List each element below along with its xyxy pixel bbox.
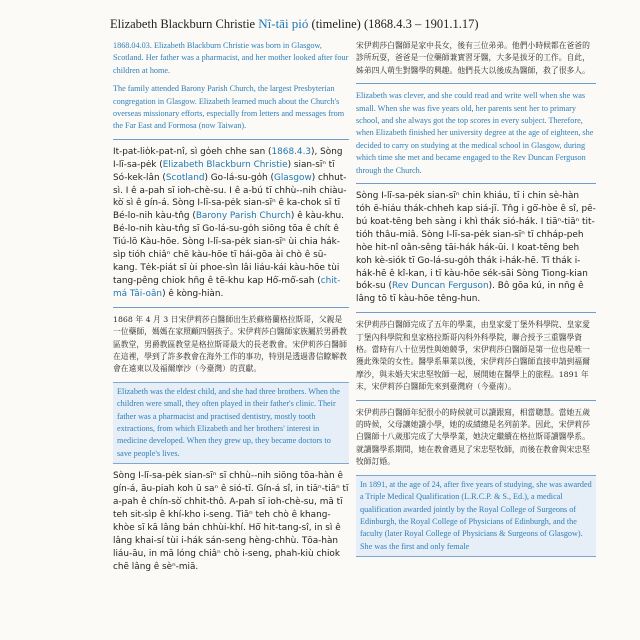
divider (356, 400, 596, 401)
header-name: Elizabeth Blackburn Christie (110, 17, 256, 31)
poj-text: It-pat-lio̍k-pat-nî, sì go̍eh chhe san ( (113, 146, 272, 157)
header-poj-title: Nî-tāi pió (258, 16, 309, 31)
glasgow-link[interactable]: Glasgow (273, 172, 312, 183)
left-column (113, 40, 349, 640)
chinese-paragraph-education: 宋伊莉莎白醫師年紀很小的時候就可以讀跟寫，相當聰慧。當她五歲的時候，父母讓她讀小學，她的成績總是名列前茅。因此，宋伊莉莎白醫師十八歲那完成了大學學業，她決定繼續在格拉斯哥讀醫學系。就讀醫學系期間，她在教會遇見了宋忠堅牧師，而後在教會與宋忠堅牧師訂婚。 (356, 407, 590, 467)
divider (356, 83, 596, 84)
poj-paragraph-childhood: Sòng I-lī-sa-pėk sian-sīⁿ sī chhù--nih siōng tōa-hàn ê gín-á, āu-piah koh ū saⁿ ê sió-tī. Gín-á sî, in tiāⁿ-tiāⁿ tī a-pah ê chín-sò͘ chhit-thô. A-pah sī ioh-chè-su, mā tī teh sit-sìp ê khí-kho i-seng. Tiāⁿ teh chò ê khang-khòe sī kā lâng bán chhùi-khí. Hō͘ hit-tang-sî, in sì ê lâng khai-sí tùi i-hák sán-seng hèng-chhù. Tōa-hàn liáu-āu, in mā lóng chiâⁿ chò i-seng, phah-kiù chiok chē lâng ê sèⁿ-miā. (113, 471, 349, 572)
poj-text: ) chhut-sì. I ê a-pah sī ioh-chè-su. I ê a-bú tī chhù--nih chiàu-kò͘ sì ê gín-á. Sòng I-lī-sa-pėk sian-sīⁿ ê ka-chok sī tī Bé-lo-nih kàu-tn̂g ( (113, 172, 347, 222)
english-paragraph-childhood: Elizabeth was the eldest child, and she had three brothers. When the children were small, they often played in their father's clinic. Their father was a pharmacist and practised dentistry, mostly tooth extractions, from which Elizabeth and her brothers' interest in medicine developed. When they grew up, they became doctors to save people's lives. (113, 382, 349, 464)
divider (356, 183, 596, 184)
barony-link[interactable]: Barony Parish Church (195, 211, 291, 222)
poj-text: ). Bô gōa kú, in nn̄g ê lâng tō tī kàu-hōe têng-hun. (356, 281, 584, 305)
divider (356, 312, 596, 313)
page-header (110, 14, 610, 34)
right-column (356, 40, 596, 640)
poj-text: ), Sòng I-lī-sa-pėk ( (113, 146, 343, 170)
english-paragraph-education: Elizabeth was clever, and she could read and write well when she was small. When she was five years old, her parents sent her to primary school, and she always got the top scores in every subject. Therefore, when Elizabeth finished her university degree at the age of eighteen, she decided to carry on studying at the medical school in Glasgow, during which time she met and became engaged to the Rev Duncan Ferguson through the Church. (356, 91, 594, 175)
poj-paragraph-birth (113, 146, 349, 301)
poj-text: ) Go-lá-su-go̍h ( (204, 172, 274, 183)
date-link[interactable]: 1868.4.3 (271, 146, 312, 157)
chinese-paragraph-childhood: 宋伊莉莎白醫師是家中長女，後有三位弟弟。他們小時候都在爸爸的診所玩耍，爸爸是一位藥師兼實習牙醫，大多是拔牙的工作。自此，姊弟四人萌生對醫學的興趣。他們長大以後成為醫師，救了很多人。 (356, 41, 590, 75)
header-label: (timeline) (311, 17, 361, 31)
poj-text: ) sian-sīⁿ tī Só-kek-lân ( (113, 159, 335, 183)
english-paragraph-church: The family attended Barony Parish Church, the largest Presbyterian congregation in Glasgow. Elizabeth learned much about the Church's overseas missionary efforts, especially from letters and messages from the Far East and Formosa (now Taiwan). (113, 84, 345, 131)
formosa-link[interactable]: chit-má Tâi-oân (113, 275, 341, 299)
poj-paragraph-education (356, 190, 596, 306)
name-link[interactable]: Elizabeth Blackburn Christie (162, 159, 288, 170)
poj-text: Sòng I-lī-sa-pėk sian-sīⁿ chin khiáu, tī i chin sè-hàn tóh ē-hiáu thák-chheh kap siá-jī. Tn̂g i gō͘-hòe ê sî, pē-bú koat-tēng beh sàng i khì thák sió-hák. I tiāⁿ-tiāⁿ tit-tióh thâu-miâ. Sòng I-lī-sa-pėk sian-sīⁿ tī chháp-peh hòe hit-nî oân-sêng tāi-hák hák-ūi. I koat-tēng beh koh kè-siók tī Go-lá-su-go̍h thák i-hák-hē. Tī thák i-hák-hē ê kî-kan, i tī kàu-hōe sék-sāi Sòng Tiong-kian bók-su ( (356, 191, 596, 292)
poj-text: ) ê kòng-hiàn. (162, 288, 224, 299)
chinese-paragraph-qualification: 宋伊莉莎白醫師完成了五年的學業，由皇家愛丁堡外科學院、皇家愛丁堡內科學院和皇家格拉斯哥內科外科學院，聯合授予三重醫學資格。當時有八十位男性與她競爭，宋伊莉莎白醫師是第一位也是唯一獲此殊榮的女性。醫學系畢業以後，宋伊莉莎白醫師直接申請到福爾摩沙，與未婚夫宋忠堅牧師一起，展開她在醫學上的旅程。1891 年末，宋伊莉莎白醫師先來到臺灣府（今臺南）。 (356, 320, 590, 392)
english-paragraph-qualification: In 1891, at the age of 24, after five years of studying, she was awarded a Triple Medical Qualification (L.R.C.P. & S., Ed.), a medical qualification awarded jointly by the Royal College of Surgeons of Edinburgh, the Royal College of Physicians of Edinburgh, and the faculty (later Royal College of Physicians & Surgeons of Glasgow). She was the first and only female (356, 475, 596, 557)
divider (113, 139, 349, 140)
header-dates: (1868.4.3 – 1901.1.17) (363, 17, 479, 31)
divider (113, 307, 349, 308)
chinese-paragraph-birth: 1868 年 4 月 3 日宋伊莉莎白醫師出生於蘇格蘭格拉斯哥，父親是一位藥師，媽媽在家照顧四個孩子。宋伊莉莎白醫師家族屬於男爵教區教堂，男爵教區教堂是格拉斯哥最大的長老教會。宋伊莉莎白醫師在這裡，學到了許多教會在海外工作的事功，特別是透過書信瞭解教會在遠東以及福爾摩沙（今臺灣）的貢獻。 (113, 314, 347, 374)
ferguson-link[interactable]: Rev Duncan Ferguson (391, 281, 489, 292)
poj-text: ) ê kàu-khu. Bé-lo-nih kàu-tn̂g sī Go-lá-su-go̍h siōng tōa ê chít ê Tiú-lō Kàu-hōe. Sòng I-lī-sa-pėk sian-sīⁿ ùi chia hák-sìp tióh chiâⁿ chē kàu-hōe tī hái-gōa ài chò ê sū-kang. Tėk-piát sī ùi phoe-sìn lâi liáu-kái kàu-hōe tùi tang-pêng chiok hn̄g ê tē-khu kap Hô͘-mô͘-sah ( (113, 211, 344, 286)
scotland-link[interactable]: Scotland (165, 172, 205, 183)
english-paragraph-birth: 1868.04.03. Elizabeth Blackburn Christie was born in Glasgow, Scotland. Her father was a pharmacist, and her mother looked after four children at home. (113, 41, 349, 75)
